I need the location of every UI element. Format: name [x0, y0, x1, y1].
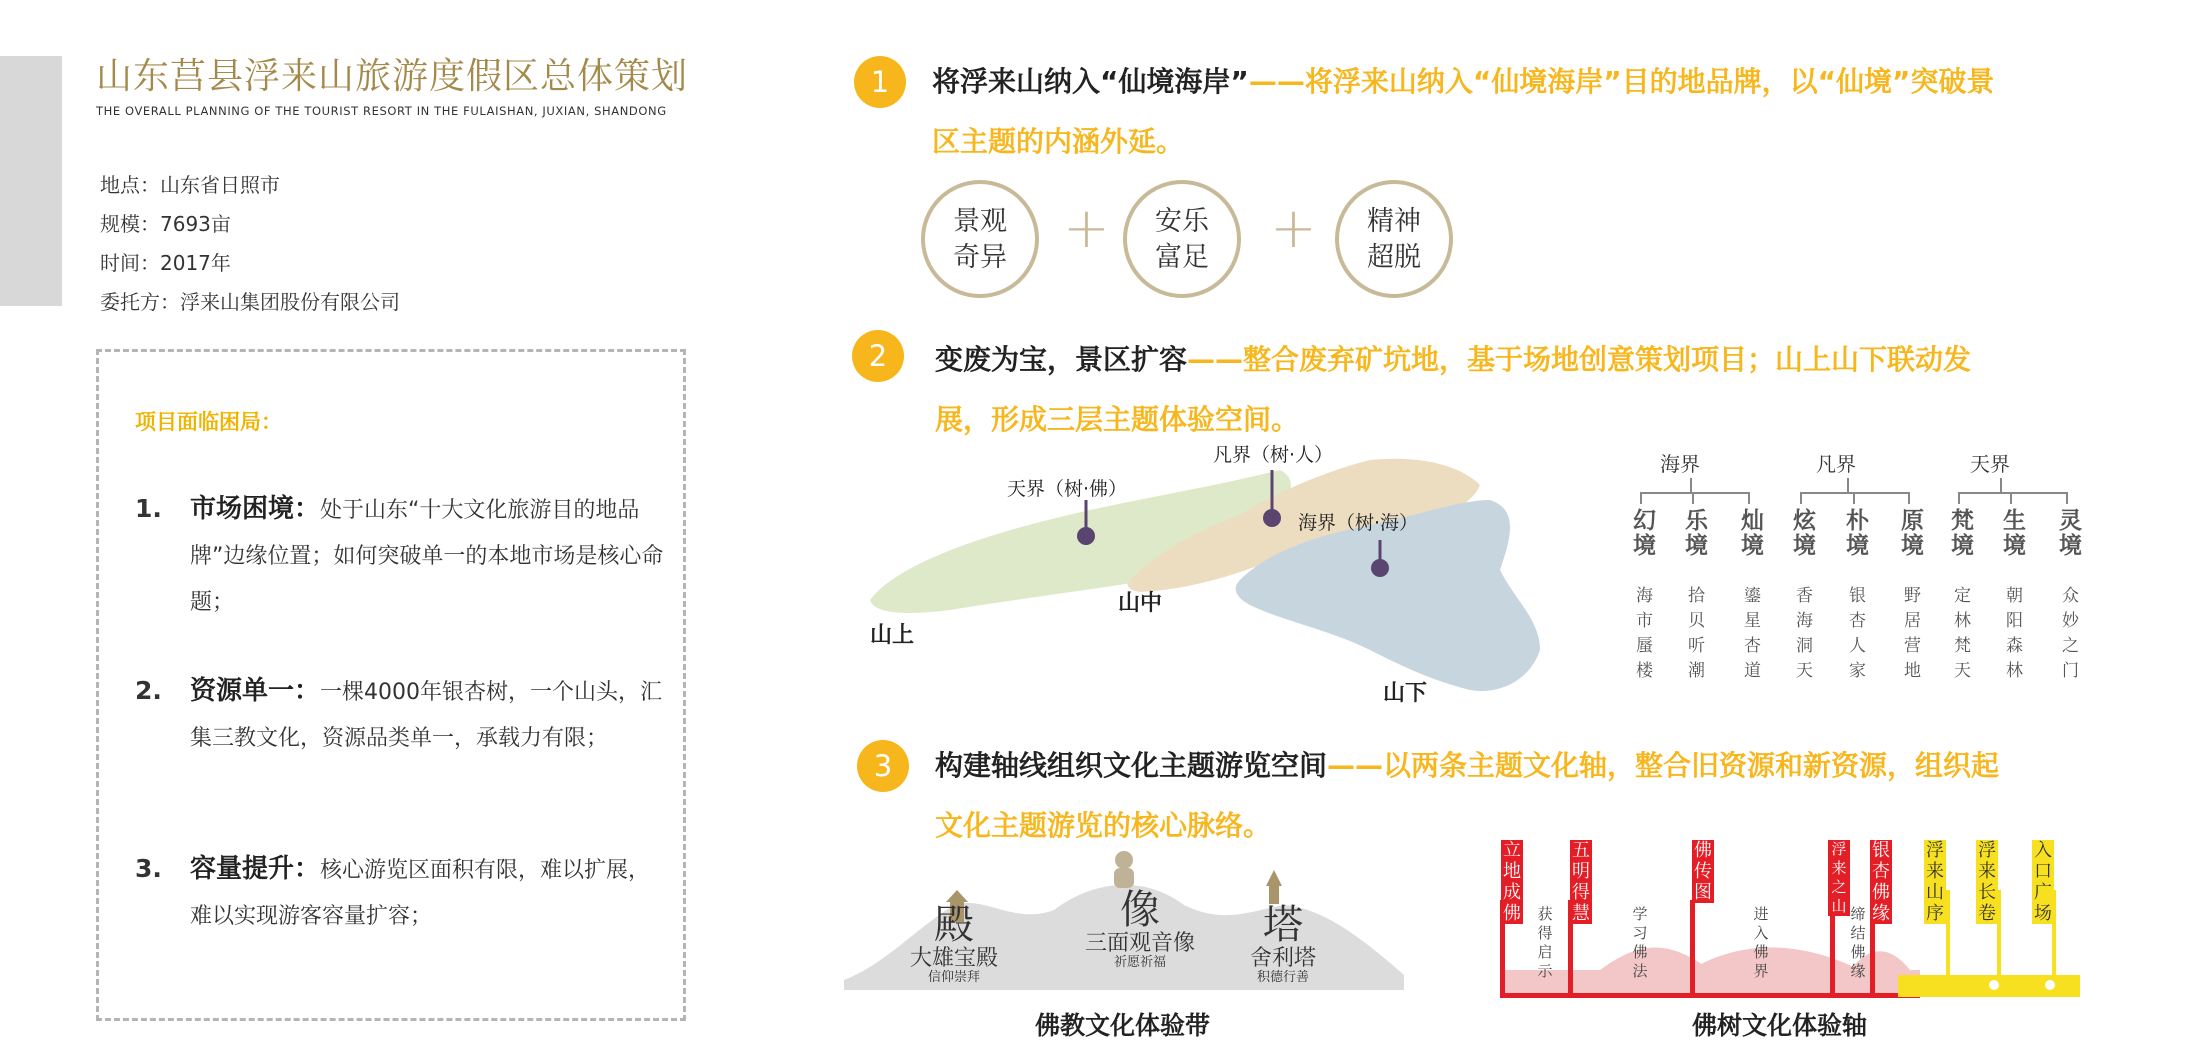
peak-sub: 祈愿祈福: [1114, 955, 1167, 970]
realm-title: 原境: [1897, 508, 1923, 558]
problem-text: 处于山东“十大文化旅游目的地品牌”边缘位置；如何突破单一的本地市场是核心命题；: [190, 498, 664, 615]
statue-icon: [1115, 851, 1133, 869]
hall-icon: [946, 890, 968, 902]
axis-yellow-dot: [2045, 980, 2055, 990]
section-1-number: 1: [854, 56, 906, 108]
realm-title: 灿境: [1737, 508, 1763, 558]
section-3-number: 3: [857, 740, 909, 792]
map-tian-dot: [1077, 527, 1095, 545]
realm-desc: 拾贝听潮: [1684, 586, 1704, 686]
page-title: 山东莒县浮来山旅游度假区总体策划: [96, 56, 689, 97]
problems-box: [96, 349, 686, 1021]
axis-label: 获得启示: [1537, 905, 1553, 980]
realm-title: 幻境: [1629, 508, 1655, 558]
side-accent-bar: [0, 56, 62, 306]
flag-fulaishanxu: 浮来山序: [1926, 840, 1944, 924]
buddhist-band-title: 佛教文化体验带: [1035, 1011, 1211, 1040]
map-hai-dot: [1371, 559, 1389, 577]
peak-sub: 积德行善: [1257, 970, 1310, 985]
problem-item: [135, 668, 665, 762]
map-fan-dot: [1263, 509, 1281, 527]
tree-stem: [1847, 478, 1849, 492]
map-label-shanzhong: 山中: [1118, 591, 1163, 616]
info-time: 时间：2017年: [100, 251, 231, 275]
tree-branch: [1640, 492, 1750, 494]
flag-fulaichangjuan: 浮来长卷: [1978, 840, 1996, 924]
tree-branch: [1958, 492, 2068, 494]
peak-name: 舍利塔: [1250, 946, 1317, 971]
tree-stem: [1690, 478, 1692, 492]
flag-wuming: 五明得慧: [1572, 840, 1590, 924]
realm-tree: [1600, 440, 2081, 690]
peak-glyph: 像: [1120, 887, 1160, 933]
peak-glyph: 殿: [934, 902, 974, 948]
realm-desc: 海市蜃楼: [1632, 586, 1652, 686]
project-info: [100, 166, 400, 322]
tree-branch: [1800, 492, 1910, 494]
realm-title: 炫境: [1789, 508, 1815, 558]
problem-item: [135, 486, 665, 626]
problem-number: 2.: [135, 676, 162, 705]
problem-number: 1.: [135, 494, 162, 523]
info-location: 地点：山东省日照市: [100, 173, 280, 197]
problem-item: [135, 846, 665, 940]
circle-line: 奇异: [953, 242, 1007, 273]
map-label-shanxia: 山下: [1383, 681, 1428, 706]
flag-fulaizhishan: 浮来之山: [1828, 840, 1850, 916]
realm-desc: 银杏人家: [1845, 586, 1865, 686]
tree-stem: [1958, 492, 1960, 504]
realm-title: 乐境: [1681, 508, 1707, 558]
info-scale: 规模：7693亩: [100, 212, 231, 236]
peak-statue: [1085, 888, 1195, 970]
problem-text: 核心游览区面积有限，难以扩展，难以实现游客容量扩容；: [190, 858, 651, 929]
realm-desc: 鎏星杏道: [1740, 586, 1760, 686]
realm-desc: 野居营地: [1900, 586, 1920, 686]
tree-group-label: 海界: [1660, 452, 1700, 476]
circle-line: 精神: [1367, 206, 1421, 237]
section-2-number: 2: [852, 330, 904, 382]
tree-stem: [1853, 492, 1855, 504]
section-3-body: ——以两条主题文化轴，整合旧资源和新资源，组织起文化主题游览的核心脉络。: [935, 749, 2000, 842]
problem-head: 容量提升：: [190, 854, 321, 884]
axis-yellow-dot: [1989, 980, 1999, 990]
section-2-body: ——整合废弃矿坑地，基于场地创意策划项目；山上山下联动发展，形成三层主题体验空间。: [935, 343, 1972, 436]
map-label-fanjie: 凡界（树·人）: [1213, 444, 1334, 466]
pagoda-icon: [1266, 870, 1282, 886]
map-label-shanshang: 山上: [870, 623, 915, 648]
axis-label: 缔结佛缘: [1850, 905, 1866, 980]
tree-stem: [1908, 492, 1910, 504]
plus-icon: +: [1063, 196, 1110, 261]
three-layer-map: [860, 440, 1560, 710]
circle-line: 超脱: [1367, 242, 1421, 273]
realm-desc: 众妙之门: [2058, 586, 2078, 686]
realm-title: 朴境: [1842, 508, 1868, 558]
tree-stem: [1640, 492, 1642, 504]
peak-sub: 信仰崇拜: [928, 970, 981, 985]
map-label-haijie: 海界（树·海）: [1298, 512, 1419, 534]
section-1-body: ——将浮来山纳入“仙境海岸”目的地品牌，以“仙境”突破景区主题的内涵外延。: [932, 65, 1995, 158]
circle-spirit: [1335, 180, 1453, 298]
circle-landscape: [921, 180, 1039, 298]
realm-desc: 香海洞天: [1792, 586, 1812, 686]
flag-liding: 立地成佛: [1503, 840, 1521, 924]
axis-yellow-post: [1946, 890, 1950, 980]
realm-title: 生境: [1999, 508, 2025, 558]
axis-red-line: [1500, 993, 1920, 998]
circle-line: 富足: [1155, 242, 1209, 273]
section-2-text: [935, 330, 2025, 450]
problem-number: 3.: [135, 854, 162, 883]
circle-line: 景观: [953, 206, 1007, 237]
axis-label: 进入佛界: [1753, 905, 1769, 980]
axis-label: 学习佛法: [1632, 905, 1648, 980]
flag-yinxing: 银杏佛缘: [1872, 840, 1890, 924]
tree-stem: [2066, 492, 2068, 504]
info-client: 委托方：浮来山集团股份有限公司: [100, 290, 400, 314]
section-3-lead: 构建轴线组织文化主题游览空间: [935, 749, 1328, 782]
circle-line: 安乐: [1155, 206, 1209, 237]
map-label-tianjie: 天界（树·佛）: [1007, 478, 1128, 500]
realm-title: 灵境: [2055, 508, 2081, 558]
tree-stem: [1800, 492, 1802, 504]
page-subtitle: THE OVERALL PLANNING OF THE TOURIST RESORT IN THE FULAISHAN, JUXIAN, SHANDONG: [96, 104, 667, 118]
peak-name: 大雄宝殿: [910, 946, 999, 971]
plus-icon: +: [1270, 196, 1317, 261]
problem-head: 资源单一：: [190, 676, 321, 706]
peak-name: 三面观音像: [1085, 931, 1196, 956]
circle-prosperity: [1123, 180, 1241, 298]
peak-glyph: 塔: [1263, 902, 1303, 948]
tree-stem: [2000, 478, 2002, 492]
peak-pagoda: [1250, 903, 1316, 985]
realm-desc: 朝阳森林: [2002, 586, 2022, 686]
statue-icon-body: [1114, 868, 1134, 888]
problem-text: 一棵4000年银杏树，一个山头，汇集三教文化，资源品类单一，承载力有限；: [190, 680, 663, 751]
problems-heading: 项目面临困局：: [135, 410, 282, 434]
flag-fozhuan: 佛传图: [1694, 840, 1712, 903]
tree-group-label: 天界: [1970, 452, 2010, 476]
tree-axis-title: 佛树文化体验轴: [1692, 1011, 1868, 1040]
problem-head: 市场困境：: [190, 494, 321, 524]
tree-group-label: 凡界: [1816, 452, 1856, 476]
flag-rukou: 入口广场: [2034, 840, 2052, 924]
peak-hall: [910, 903, 998, 985]
section-1-text: [932, 52, 2022, 172]
section-2-lead: 变废为宝，景区扩容: [935, 343, 1188, 376]
tree-stem: [1748, 492, 1750, 504]
section-1-lead: 将浮来山纳入“仙境海岸”: [932, 65, 1249, 98]
axis-red-post: [1690, 900, 1695, 998]
tree-stem: [2010, 492, 2012, 504]
tree-stem: [1692, 492, 1694, 504]
realm-desc: 定林梵天: [1950, 586, 1970, 686]
realm-title: 梵境: [1947, 508, 1973, 558]
